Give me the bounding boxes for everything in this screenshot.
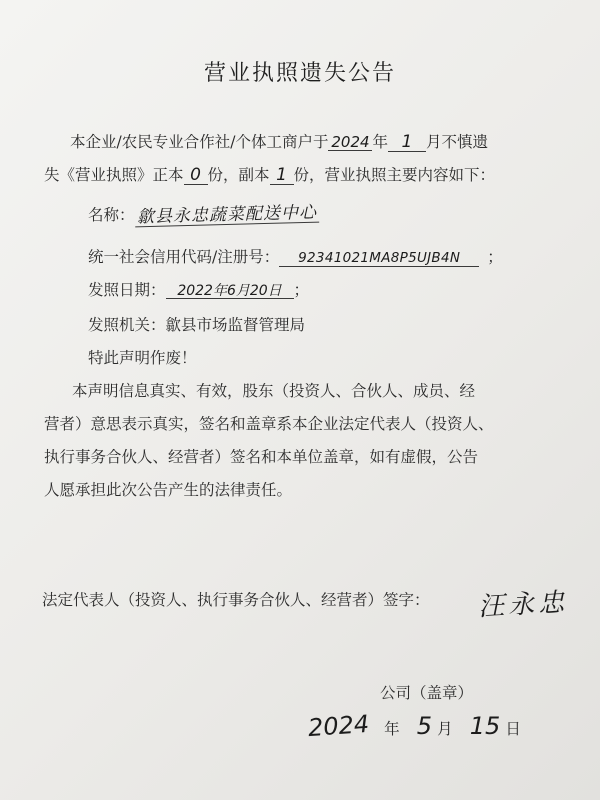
copy-count-value: 1: [270, 167, 294, 185]
issue-date-label: 发照日期：: [88, 281, 166, 299]
entity-type-text: 本企业/农民专业合作社/个体工商户于: [70, 133, 329, 151]
business-name-value: 歙县永忠蔬菜配送中心: [136, 202, 317, 228]
sign-date-day-unit: 日: [505, 720, 521, 738]
issue-date-suffix: ；: [293, 281, 310, 299]
issue-date-row: [88, 283, 309, 299]
signature-handwritten: 汪永忠: [477, 587, 569, 623]
authority-label: 发照机关：: [88, 316, 166, 334]
sign-date-day: 15: [469, 712, 501, 740]
declaration-line-2: 营者）意思表示真实，签名和盖章系本企业法定代表人（投资人、: [44, 415, 494, 433]
sign-date-year: 2024: [307, 709, 370, 743]
sign-date-year-unit: 年: [384, 720, 400, 738]
credit-code-value: 92341021MA8P5UJB4N: [279, 252, 479, 267]
credit-code-row: [88, 250, 503, 267]
page-title: 营业执照遗失公告: [203, 61, 396, 86]
declaration-line-3: 执行事务合伙人、经营者）签名和本单位盖章，如有虚假，公告: [44, 448, 479, 466]
license-original-label: 失《营业执照》正本: [44, 166, 184, 184]
company-seal-label: 公司（盖章）: [380, 684, 474, 702]
authority-row: [88, 318, 305, 334]
credit-code-suffix: ；: [487, 248, 503, 266]
declaration-line-1: 本声明信息真实、有效，股东（投资人、合伙人、成员、经: [72, 382, 476, 400]
loss-statement-line-1: [70, 134, 488, 152]
sign-date-month: 5: [416, 712, 433, 740]
name-row: [88, 202, 319, 228]
name-label: 名称：: [88, 206, 135, 224]
loss-statement-line-2: [44, 167, 495, 185]
license-content-intro: 份，营业执照主要内容如下：: [293, 166, 496, 184]
authority-value: 歙县市场监督管理局: [165, 316, 306, 334]
declaration-line-4: 人愿承担此次公告产生的法律责任。: [44, 481, 293, 499]
credit-code-label: 统一社会信用代码/注册号：: [88, 248, 280, 266]
license-copy-label: 份，副本: [207, 166, 270, 184]
signature-label: 法定代表人（投资人、执行事务合伙人、经营者）签字：: [42, 591, 430, 609]
void-statement: 特此声明作废！: [88, 349, 197, 367]
sign-date: [307, 709, 521, 743]
loss-month-suffix: 月不慎遗: [425, 133, 488, 151]
loss-month-value: 1: [388, 134, 426, 152]
sign-date-month-unit: 月: [437, 720, 453, 738]
issue-date-value: 2022年6月20日: [166, 284, 294, 299]
original-count-value: 0: [184, 167, 208, 185]
loss-year-value: 2024: [328, 135, 372, 151]
loss-year-unit: 年: [372, 133, 388, 151]
